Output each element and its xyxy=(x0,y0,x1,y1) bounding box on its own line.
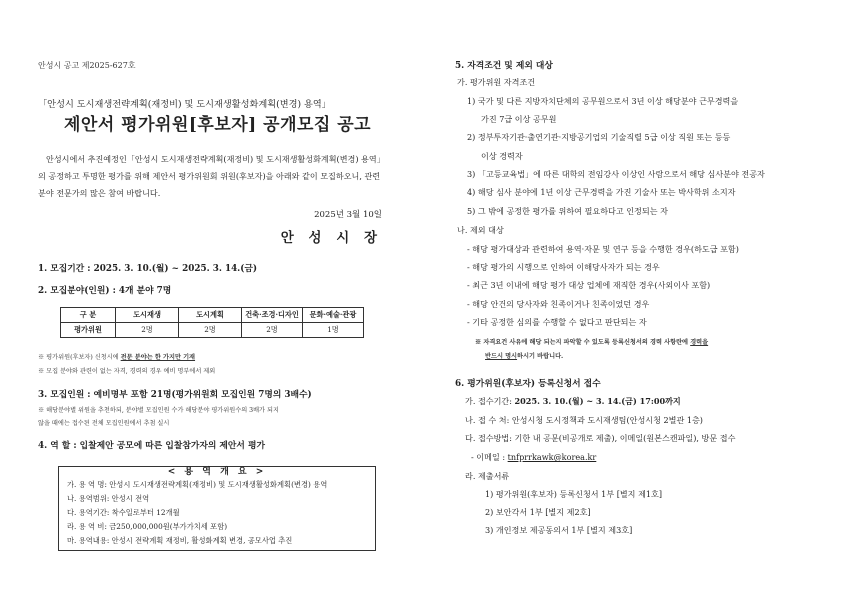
email-label: - 이메일 : xyxy=(471,452,508,462)
doc-item: 1) 평가위원(후보자) 등록신청서 1부 [별지 제1호] xyxy=(485,489,663,499)
project-subtitle: 「안성시 도시재생전략계획(재정비) 및 도시재생활성화계획(변경) 용역」 xyxy=(38,99,331,110)
notice-date: 2025년 3월 10일 xyxy=(314,210,382,220)
sub-exclusion: 나. 제외 대상 xyxy=(457,225,504,235)
recv-label: 가. 접수기간: xyxy=(465,396,515,406)
excl-item: - 해당 안건의 당사자와 친족이거나 친족이었던 경우 xyxy=(467,299,650,309)
recv-docs: 라. 제출서류 xyxy=(465,471,510,481)
section-period: 1. 모집기간 : 2025. 3. 10.(월) ~ 2025. 3. 14.(금) xyxy=(38,264,258,274)
qual-item: 2) 정부투자기관·출연기관·지방공기업의 기술직렬 5급 이상 직원 또는 등등 xyxy=(467,132,731,142)
section-qualification: 5. 자격조건 및 제외 대상 xyxy=(455,61,553,71)
warning-emphasis: 경력을 xyxy=(690,339,709,346)
recv-period xyxy=(465,396,681,407)
recv-place: 나. 접 수 처: 안성시청 도시정책과 도시재생팀(안성시청 2별관 1층) xyxy=(465,415,703,425)
table-header-cell: 도시재생 xyxy=(116,308,179,323)
table-cell: 2명 xyxy=(242,323,303,338)
note-text: ※ 평가위원(후보자) 신청시에 xyxy=(38,354,121,361)
box-title: < 용 역 개 요 > xyxy=(167,467,267,477)
doc-item: 3) 개인정보 제공동의서 1부 [별지 제3호] xyxy=(485,525,633,535)
section-role: 4. 역 할 : 입찰제안 공모에 따른 입찰참가자의 제안서 평가 xyxy=(38,441,265,451)
table-header-cell: 건축·조경·디자인 xyxy=(242,308,303,323)
warning-text: ※ 자격요건 사유에 해당 되는지 파악할 수 있도록 등록신청서의 경력 사항란에 xyxy=(475,339,691,346)
fields-table xyxy=(60,307,364,338)
box-line: 가. 용 역 명: 안성시 도시재생전략계획(재정비) 및 도시재생활성화계획(변경) 용역 xyxy=(67,480,328,489)
box-line: 라. 용 역 비: 금250,000,000원(부가가치세 포함) xyxy=(67,522,228,531)
career-warning-2 xyxy=(485,351,563,360)
table-cell: 2명 xyxy=(179,323,242,338)
note-emphasis: 전문 분야는 한 가지만 기재 xyxy=(120,354,196,361)
page-title: 제안서 평가위원[후보자] 공개모집 공고 xyxy=(64,115,372,135)
qual-item: 3) 「고등교육법」에 따른 대학의 전임강사 이상인 사람으로서 해당 심사분야 전공자 xyxy=(467,169,765,179)
note-single-field xyxy=(38,352,195,361)
excl-item: - 최근 3년 이내에 해당 평가 대상 업체에 재직한 경우(사외이사 포함) xyxy=(467,280,711,290)
qual-item: 1) 국가 및 다른 지방자치단체의 공무원으로서 3년 이상 해당분야 근무경력을 xyxy=(467,96,739,106)
section-count: 3. 모집인원 : 예비명부 포함 21명(평가위원회 모집인원 7명의 3배수) xyxy=(38,390,312,400)
section-application: 6. 평가위원(후보자) 등록신청서 접수 xyxy=(455,379,601,389)
career-warning xyxy=(475,337,708,346)
excl-item: - 해당 평가대상과 관련하여 용역·자문 및 연구 등을 수행한 경우(하도급 포함) xyxy=(467,244,739,254)
recv-method: 다. 접수방법: 기한 내 공문(비공개로 제출), 이메일(원본스캔파일), 방문 접수 xyxy=(465,433,736,443)
project-overview-box xyxy=(58,466,376,551)
qual-item: 이상 경력자 xyxy=(481,151,523,161)
email-link[interactable]: tnfprrkawk@korea.kr xyxy=(507,452,597,462)
table-cell: 1명 xyxy=(303,323,364,338)
excl-item: - 해당 평가의 시행으로 인하여 이해당사자가 되는 경우 xyxy=(467,262,660,272)
box-line: 나. 용역범위: 안성시 전역 xyxy=(67,494,150,503)
table-row-label: 평가위원 xyxy=(61,323,116,338)
qual-item: 가진 7급 이상 공무원 xyxy=(481,114,557,124)
table-cell: 2명 xyxy=(116,323,179,338)
table-row xyxy=(61,323,364,338)
recv-period-value: 2025. 3. 10.(월) ~ 3. 14.(금) 17:00까지 xyxy=(514,396,681,406)
box-line: 다. 용역기간: 착수일로부터 12개월 xyxy=(67,508,180,517)
doc-item: 2) 보안각서 1부 [별지 제2호] xyxy=(485,507,591,517)
warning-emphasis: 반드시 명시 xyxy=(485,353,518,360)
note-lottery-2: 않을 때에는 접수된 전체 모집인원에서 추첨 실시 xyxy=(38,420,170,427)
intro-paragraph: 안성시에서 추진예정인「안성시 도시재생전략계획(재정비) 및 도시재생활성화계획(변경) 용역」의 공정하고 투명한 평가를 위해 제안서 평가위원회 위원(후보자)을 아래와 같이 모집하오니, 관련 분야 전문가의 많은 참여 바랍니다. xyxy=(38,154,385,198)
sub-qualification: 가. 평가위원 자격조건 xyxy=(457,77,536,87)
note-lottery-1: ※ 해당분야별 위원을 추천하되, 분야별 모집인원 수가 해당분야 평가위원수의 3배가 되지 xyxy=(38,407,279,414)
warning-text: 하시기 바랍니다. xyxy=(517,353,564,360)
section-fields: 2. 모집분야(인원) : 4개 분야 7명 xyxy=(38,286,172,296)
table-header-cell: 구 분 xyxy=(61,308,116,323)
excl-item: - 기타 공정한 심의를 수행할 수 없다고 판단되는 자 xyxy=(467,317,647,327)
table-header-row xyxy=(61,308,364,323)
qual-item: 4) 해당 심사 분야에 1년 이상 근무경력을 가진 기술사 또는 박사학위 소지자 xyxy=(467,187,736,197)
recv-email xyxy=(471,452,596,463)
box-line: 마. 용역내용: 안성시 전략계획 재정비, 활성화계획 변경, 공모사업 추진 xyxy=(67,536,293,545)
qual-item: 5) 그 밖에 공정한 평가를 위하여 필요하다고 인정되는 자 xyxy=(467,206,668,216)
table-header-cell: 문화·예술·관광 xyxy=(303,308,364,323)
issuer-signature: 안 성 시 장 xyxy=(280,230,382,246)
table-header-cell: 도시계획 xyxy=(179,308,242,323)
notice-number: 안성시 공고 제2025-627호 xyxy=(38,61,136,70)
note-exclusion: ※ 모집 분야와 관련이 없는 자격, 경력의 경우 예비 명부에서 제외 xyxy=(38,368,216,375)
